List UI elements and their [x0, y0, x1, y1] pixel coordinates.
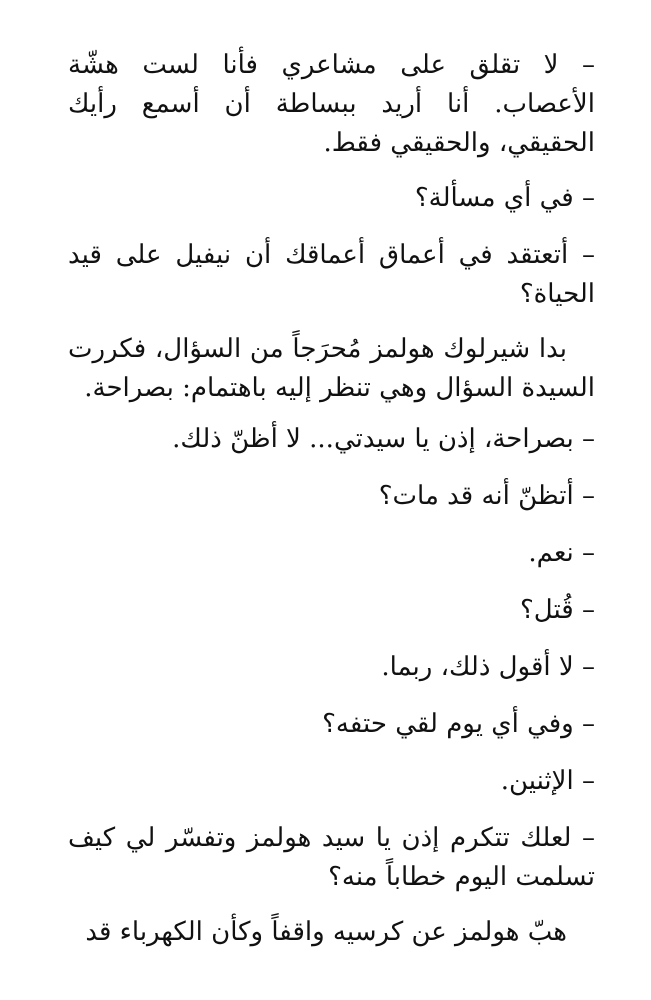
dialogue-paragraph: – لا تقلق على مشاعري فأنا لست هشّة الأعصاب. أنا أريد ببساطة أن أسمع رأيك الحقيقي، والحقيقي فقط.: [68, 50, 595, 158]
dialogue-paragraph: – نعم.: [528, 538, 595, 568]
dialogue-paragraph: – وفي أي يوم لقي حتفه؟: [322, 709, 595, 739]
dialogue-paragraph: – الإثنين.: [500, 766, 595, 796]
narrative-paragraph: هبّ هولمز عن كرسيه واقفاً وكأن الكهرباء قد: [85, 917, 567, 947]
dialogue-paragraph: – في أي مسألة؟: [414, 183, 595, 213]
dialogue-paragraph: – لا أقول ذلك، ربما.: [381, 652, 595, 682]
dialogue-paragraph: – بصراحة، إذن يا سيدتي... لا أظنّ ذلك.: [172, 424, 595, 454]
dialogue-paragraph: – أتعتقد في أعماق أعماقك أن نيفيل على قيد الحياة؟: [68, 240, 595, 309]
dialogue-paragraph: – قُتل؟: [519, 595, 595, 625]
dialogue-paragraph: – لعلك تتكرم إذن يا سيد هولمز وتفسّر لي كيف تسلمت اليوم خطاباً منه؟: [68, 823, 595, 892]
narrative-paragraph: بدا شيرلوك هولمز مُحرَجاً من السؤال، فكررت السيدة السؤال وهي تنظر إليه باهتمام: بصراحة.: [68, 334, 595, 403]
dialogue-paragraph: – أتظنّ أنه قد مات؟: [378, 481, 595, 511]
